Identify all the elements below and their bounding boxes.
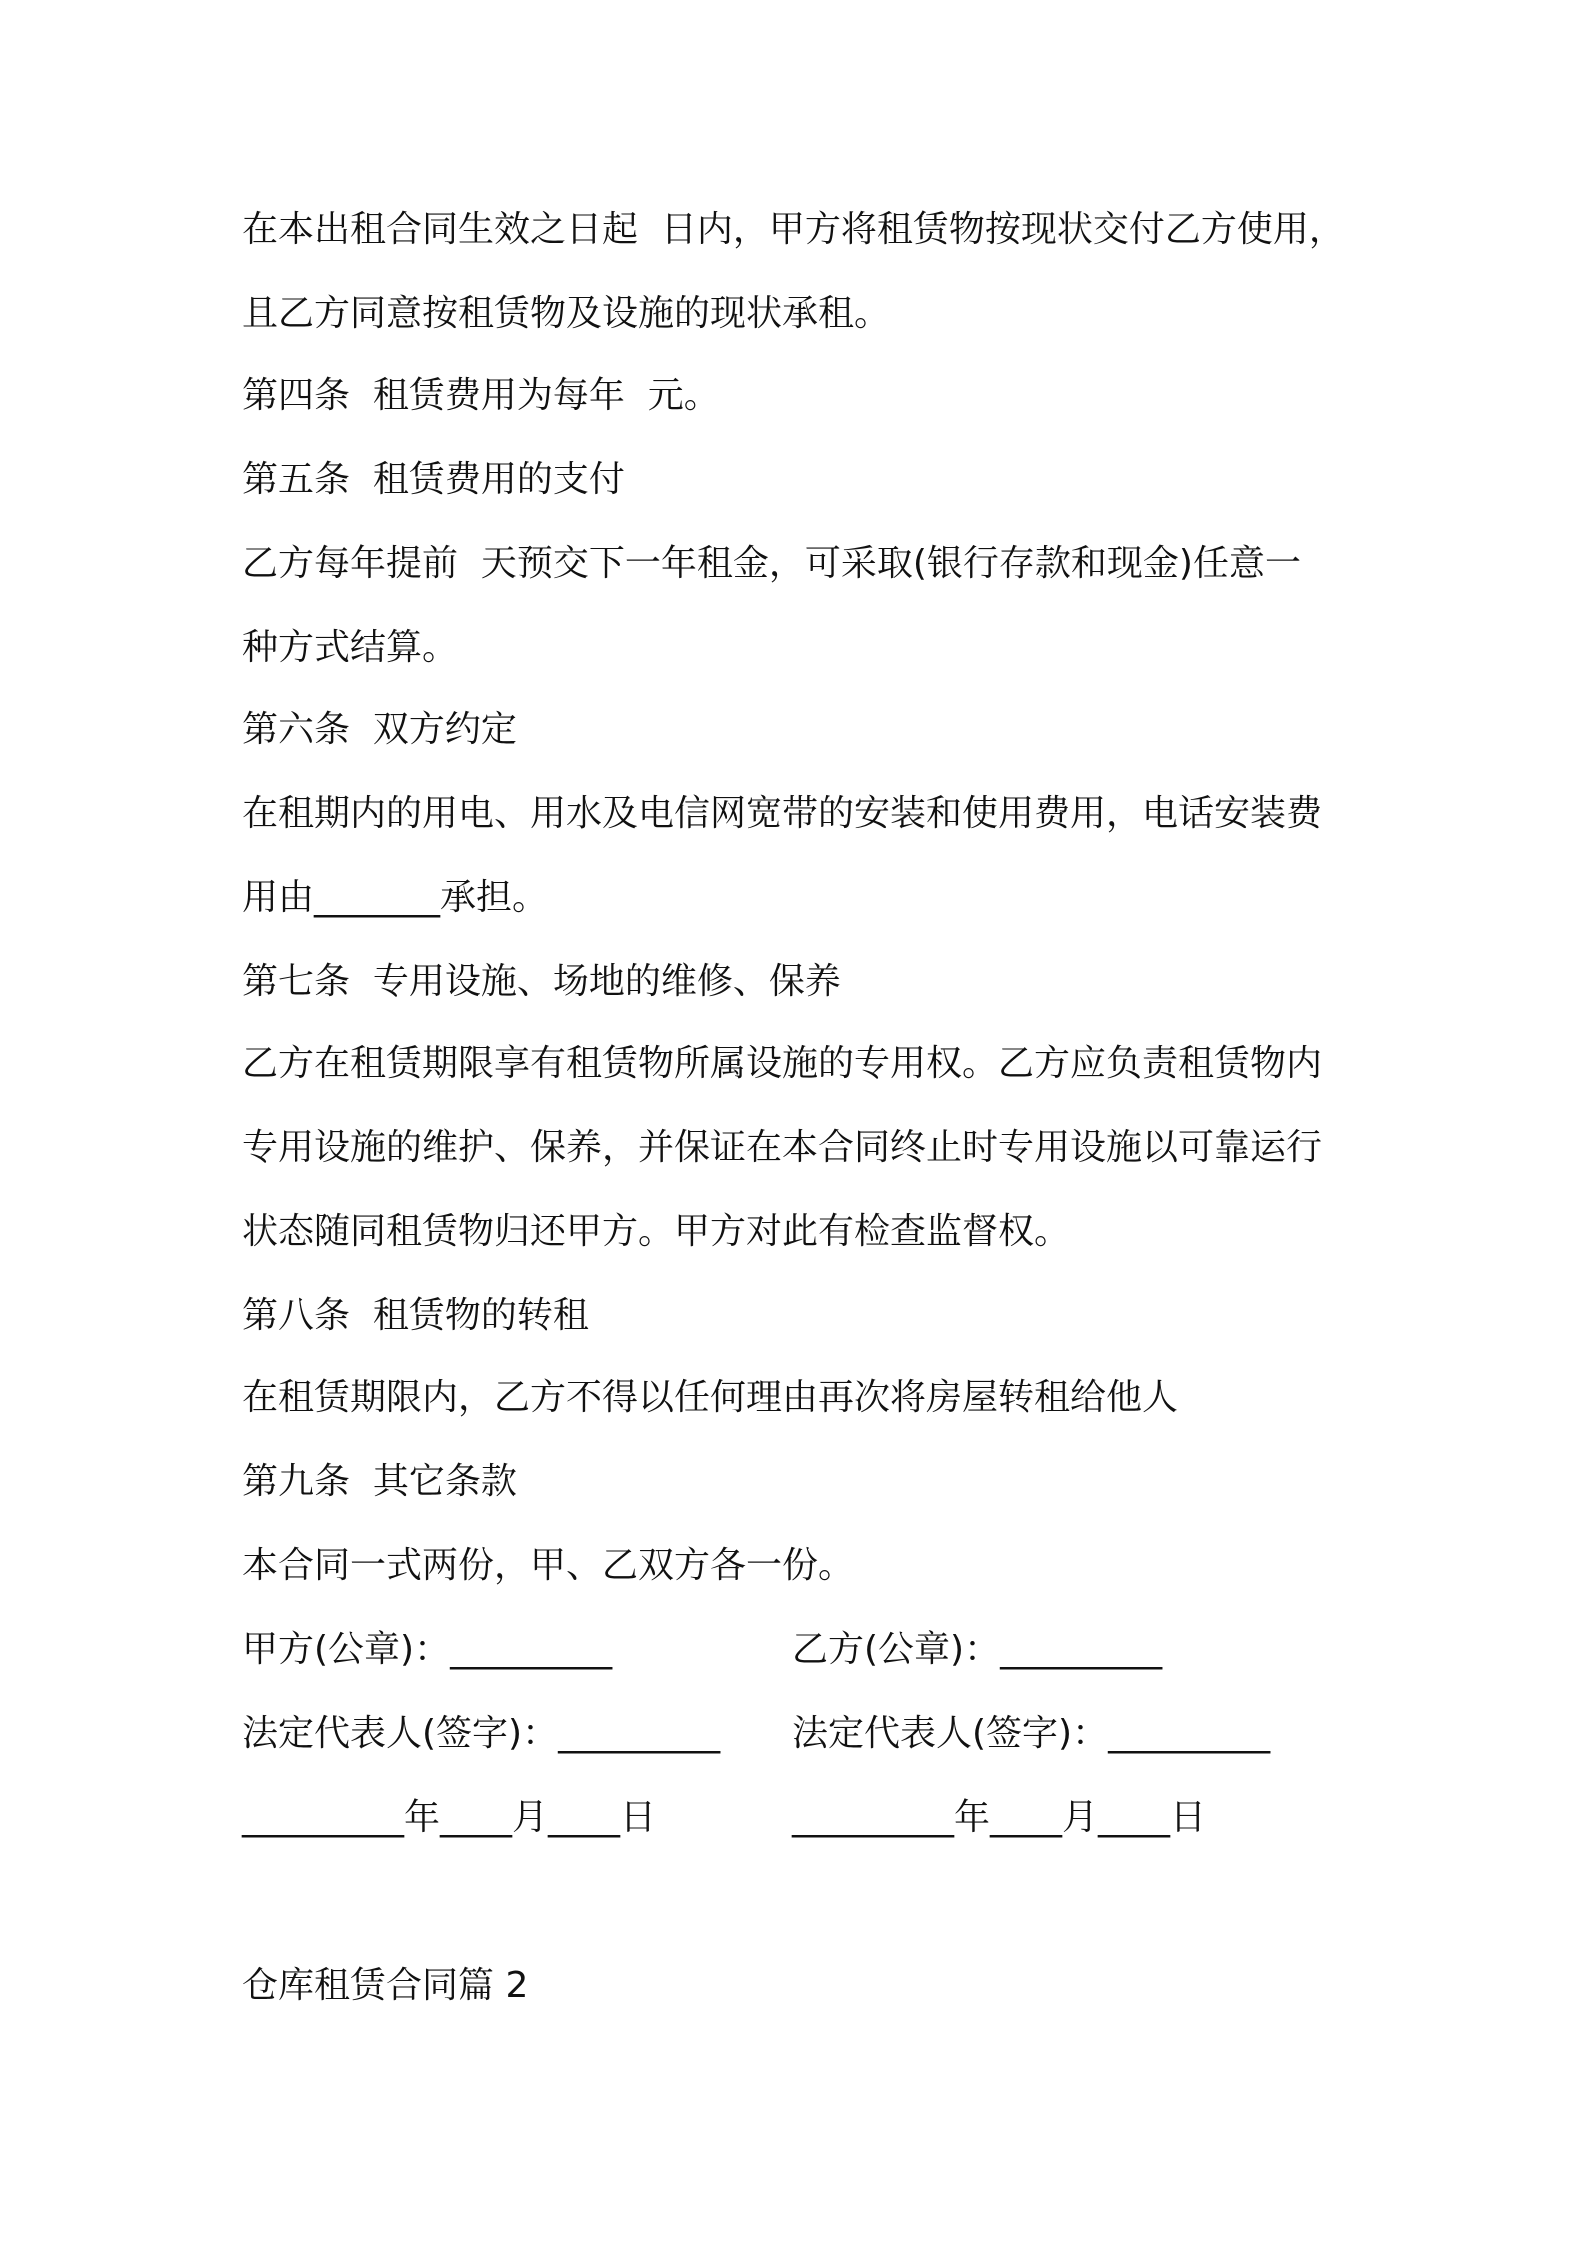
- article-heading: 第六条 双方约定: [242, 709, 517, 750]
- article-heading: 第九条 其它条款: [242, 1461, 517, 1502]
- party-b-date: _________年____月____日: [792, 1797, 1206, 1838]
- clause-line: 在租期内的用电、用水及电信网宽带的安装和使用费用，电话安装费: [242, 793, 1323, 834]
- clause-line: 乙方在租赁期限享有租赁物所属设施的专用权。乙方应负责租赁物内: [242, 1043, 1323, 1084]
- party-b-representative: 法定代表人(签字)：_________: [792, 1713, 1271, 1754]
- article-heading: 第七条 专用设施、场地的维修、保养: [242, 961, 841, 1002]
- clause-line: 种方式结算。: [242, 627, 459, 668]
- section-title: 仓库租赁合同篇 2: [242, 1965, 529, 2006]
- clause-line: 专用设施的维护、保养，并保证在本合同终止时专用设施以可靠运行: [242, 1127, 1323, 1168]
- clause-line: 状态随同租赁物归还甲方。甲方对此有检查监督权。: [242, 1211, 1071, 1252]
- clause-line: 乙方每年提前 天预交下一年租金，可采取(银行存款和现金)任意一: [242, 543, 1301, 584]
- clause-line: 且乙方同意按租赁物及设施的现状承租。: [242, 293, 891, 334]
- party-b-seal: 乙方(公章)：_________: [792, 1629, 1163, 1670]
- clause-line: 用由_______承担。: [242, 877, 549, 918]
- clause-line: 本合同一式两份，甲、乙双方各一份。: [242, 1545, 855, 1586]
- article-heading: 第五条 租赁费用的支付: [242, 459, 625, 500]
- clause-line: 在租赁期限内，乙方不得以任何理由再次将房屋转租给他人: [242, 1377, 1179, 1418]
- clause-line: 在本出租合同生效之日起 日内，甲方将租赁物按现状交付乙方使用，: [242, 209, 1345, 250]
- article-heading: 第八条 租赁物的转租: [242, 1295, 589, 1336]
- party-a-date: _________年____月____日: [242, 1797, 656, 1838]
- party-a-seal: 甲方(公章)：_________: [242, 1629, 613, 1670]
- article-heading: 第四条 租赁费用为每年 元。: [242, 375, 720, 416]
- party-a-representative: 法定代表人(签字)：_________: [242, 1713, 721, 1754]
